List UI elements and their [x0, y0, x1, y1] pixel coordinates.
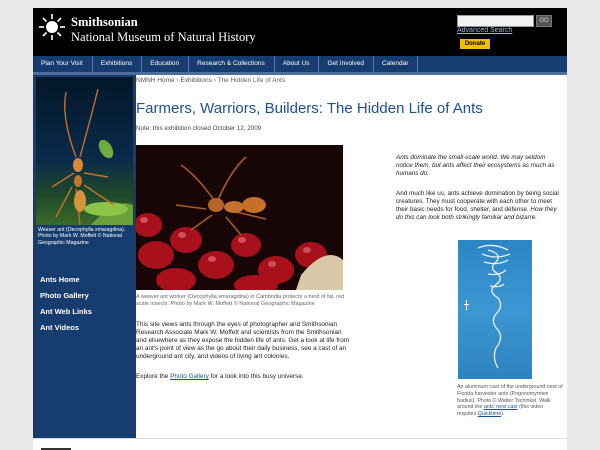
intro-paragraph-2-text: And much like us, ants achieve domination by being social creatures. They must cooperate with each other to meet their basic needs for food, shelter, and defense.: [396, 190, 559, 213]
nav-education[interactable]: Education: [142, 56, 189, 72]
page-title: Farmers, Warriors, Builders: The Hidden Life of Ants: [136, 100, 483, 117]
sidebar-photo-caption: Weaver ant (Oecophylla smaragdina). Photo by Mark W. Moffett © National Geographic Magazine: [38, 227, 126, 246]
sidebar-link-ants-home[interactable]: Ants Home: [40, 275, 80, 284]
sidebar: [33, 75, 136, 450]
nav-get-involved[interactable]: Get Involved: [319, 56, 374, 72]
intro-body-text: This site views ants through the eyes of photographer and Smithsonian Research Associate Mark W. Moffett and scientists from the Smithsonian and elsewhere as they expose the hidden life of ants. Get a look at life from an ant's point of view as the go about their daily business, see a cast of an underground ant city, and videos of living ant colonies.: [136, 321, 350, 360]
nav-calendar[interactable]: Calendar: [374, 56, 418, 72]
intro-paragraph-2: [396, 190, 561, 222]
cast-caption-post: ).: [501, 411, 505, 418]
sidebar-link-ant-web-links[interactable]: Ant Web Links: [40, 307, 92, 316]
closed-note: Note: this exhibition closed October 12, 2009: [136, 125, 262, 132]
breadcrumb-separator: ›: [211, 77, 218, 84]
nav-exhibitions[interactable]: Exhibitions: [93, 56, 142, 72]
ants-nest-cast-link[interactable]: ants' nest cast: [483, 404, 518, 411]
photo-gallery-link[interactable]: Photo Gallery: [170, 373, 209, 380]
sidebar-links: [40, 275, 92, 339]
quicktime-link[interactable]: Quicktime: [477, 411, 502, 418]
breadcrumb-current: The Hidden Life of Ants: [217, 77, 286, 84]
nav-about-us[interactable]: About Us: [275, 56, 320, 72]
site-header: [33, 8, 567, 56]
nest-cast-caption: [457, 384, 563, 418]
main-photo-caption: A weaver ant worker (Oecophylla smaragdina) in Cambodia protects a herd of fat, red scale insects. Photo by Mark W. Moffett © National Geographic Magazine: [136, 294, 345, 307]
page: [33, 8, 567, 450]
sidebar-link-photo-gallery[interactable]: Photo Gallery: [40, 291, 89, 300]
donate-button[interactable]: Donate: [460, 39, 490, 49]
breadcrumb: [136, 77, 285, 84]
explore-text: [136, 373, 351, 380]
advanced-search-link[interactable]: Advanced Search: [457, 27, 513, 34]
weaver-ant-photo: [36, 77, 133, 225]
org-name[interactable]: Smithsonian: [71, 15, 138, 29]
explore-post: for a look into this busy universe.: [208, 373, 304, 380]
sidebar-link-ant-videos[interactable]: Ant Videos: [40, 323, 80, 332]
ant-nest-cast-photo[interactable]: [458, 240, 532, 379]
search-go-button[interactable]: GO: [536, 15, 552, 27]
breadcrumb-home[interactable]: NMNH Home: [136, 77, 175, 84]
explore-pre: Explore the: [136, 373, 171, 380]
cast-caption-pre: An aluminum cast of the underground nest of Florida harvester ants (Pogonomyrmex badius). Photo © Walter Tschinkel. Walk around the: [457, 384, 563, 411]
nav-research-collections[interactable]: Research & Collections: [189, 56, 275, 72]
museum-name[interactable]: National Museum of Natural History: [71, 30, 256, 44]
smithsonian-sun-logo-icon[interactable]: [39, 14, 65, 40]
breadcrumb-separator: ›: [174, 77, 181, 84]
main-nav: [33, 56, 567, 75]
intro-paragraph-1: Ants dominate the small-scale world. We may seldom notice them, but ants affect their ecosystems as much as humans do.: [396, 154, 555, 177]
intro-paragraph-2-italic: How they do this can look both strikingly familiar and bizarre.: [396, 205, 557, 221]
cast-caption-mid: (this video requires: [457, 404, 544, 418]
search-input[interactable]: [457, 15, 534, 27]
footer: [33, 438, 567, 450]
breadcrumb-exhibitions[interactable]: Exhibitions: [180, 77, 212, 84]
weaver-ant-scale-insects-photo: [136, 145, 343, 290]
nav-plan-your-visit[interactable]: Plan Your Visit: [33, 56, 93, 72]
